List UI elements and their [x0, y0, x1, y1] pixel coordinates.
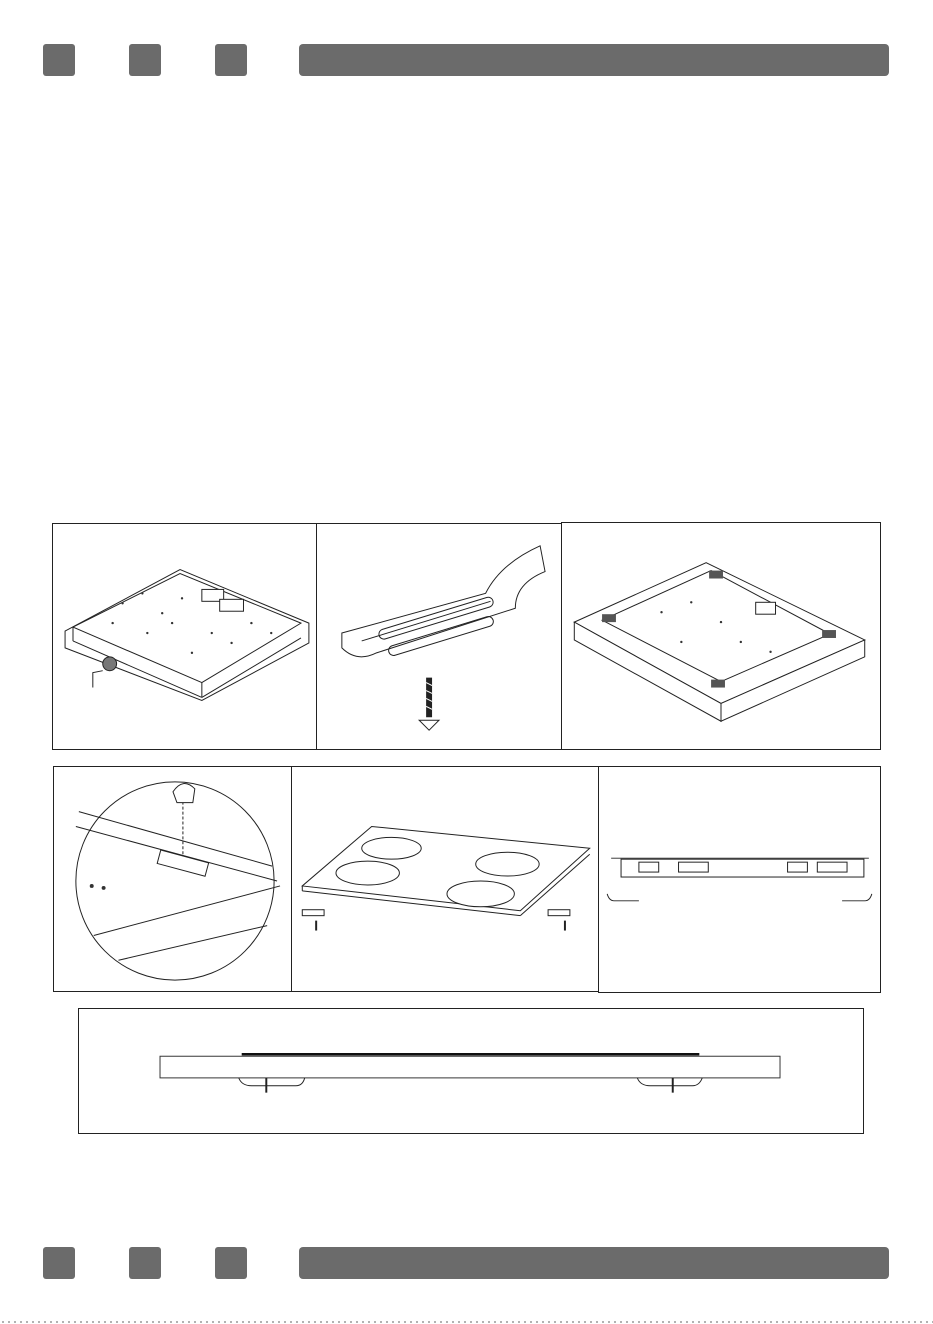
header-bar — [299, 44, 889, 76]
bracket-detail-drawing — [54, 767, 292, 991]
figure-installed-section — [78, 1008, 864, 1134]
figure-hob-underside — [52, 523, 318, 750]
figure-bracket-detail — [53, 766, 293, 992]
hob-with-brackets-drawing — [292, 767, 599, 991]
hob-underside-drawing — [53, 524, 317, 749]
header-square-3 — [215, 44, 247, 76]
header-square-2 — [129, 44, 161, 76]
figure-hob-in-worktop — [561, 522, 881, 750]
footer-square-2 — [129, 1247, 161, 1279]
page-edge-dots — [0, 1320, 933, 1324]
figure-hob-with-brackets — [291, 766, 600, 992]
figure-bracket-and-screw — [316, 523, 562, 750]
installed-section-drawing — [79, 1009, 863, 1133]
footer-bar — [299, 1247, 889, 1279]
figure-side-view — [598, 766, 881, 993]
footer-square-3 — [215, 1247, 247, 1279]
footer-square-1 — [43, 1247, 75, 1279]
bracket-and-screw-drawing — [317, 524, 561, 749]
side-view-drawing — [599, 767, 880, 992]
header-square-1 — [43, 44, 75, 76]
hob-in-worktop-drawing — [562, 523, 880, 749]
